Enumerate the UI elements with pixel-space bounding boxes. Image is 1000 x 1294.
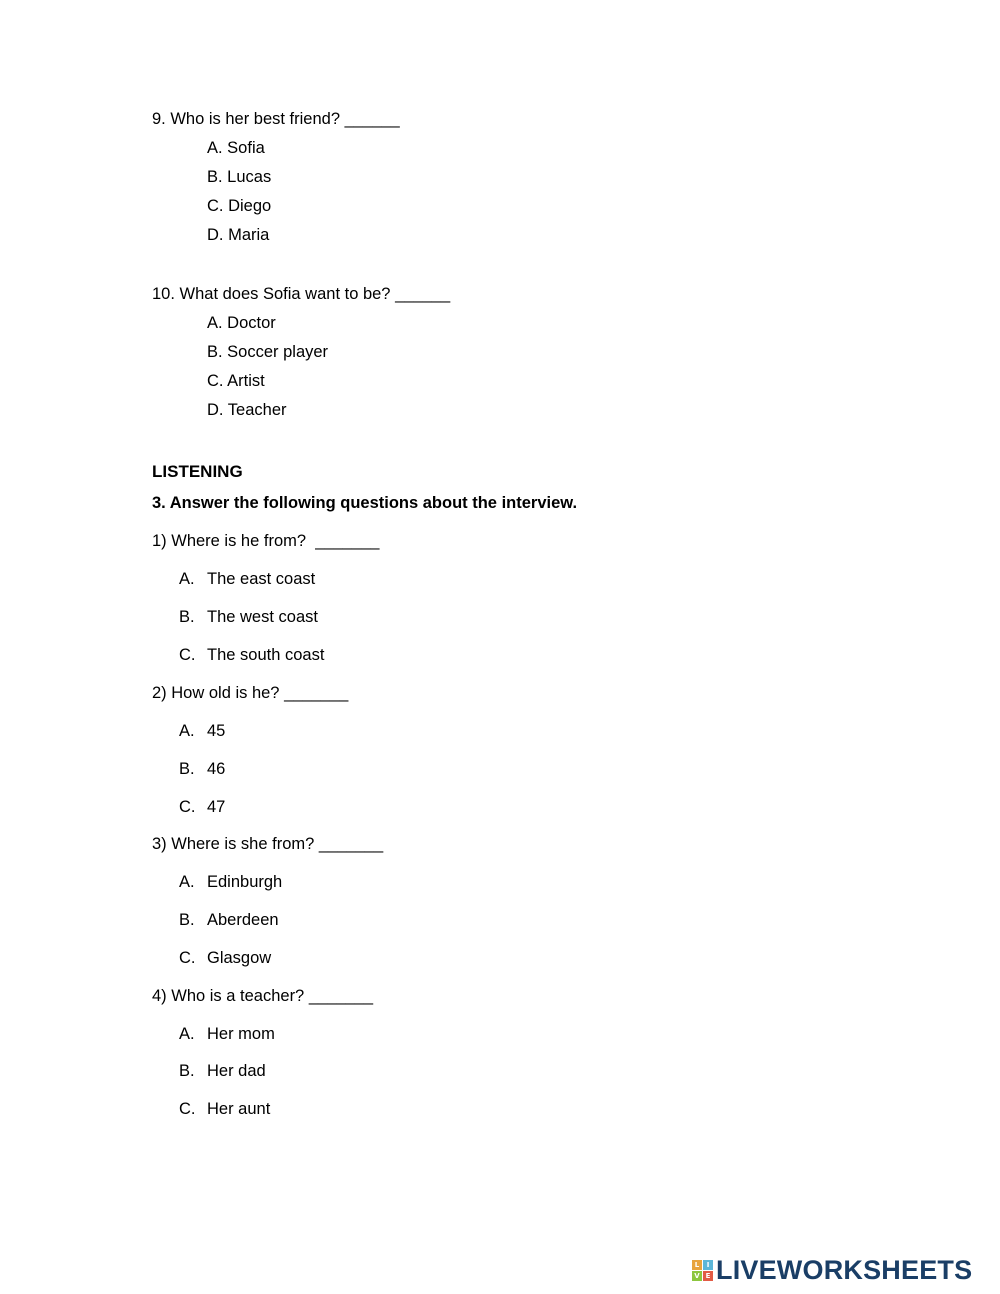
question-10: 10. What does Sofia want to be? ______	[152, 285, 451, 303]
liveworksheets-logo	[692, 1255, 972, 1285]
listening-q2-option-b-letter: B.	[179, 760, 195, 778]
listening-question-3: 3) Where is she from? _______	[152, 835, 384, 853]
listening-q1-option-b-text: The west coast	[207, 608, 318, 626]
question-9: 9. Who is her best friend? ______	[152, 110, 400, 128]
listening-question-2: 2) How old is he? _______	[152, 684, 349, 702]
listening-question-4: 4) Who is a teacher? _______	[152, 987, 374, 1005]
logo-block-e: E	[703, 1271, 713, 1281]
listening-question-1: 1) Where is he from? _______	[152, 532, 380, 550]
listening-q1-option-a-text: The east coast	[207, 570, 316, 588]
listening-q4-option-a-text: Her mom	[207, 1025, 275, 1043]
listening-q4-option-b-text: Her dad	[207, 1062, 266, 1080]
listening-q4-option-c-letter: C.	[179, 1100, 196, 1118]
listening-q1-option-c-letter: C.	[179, 646, 196, 664]
listening-q2-option-a-text: 45	[207, 722, 226, 740]
question-9-option-a: A. Sofia	[207, 139, 265, 157]
logo-block-l: L	[692, 1260, 702, 1270]
listening-q4-option-a-letter: A.	[179, 1025, 195, 1043]
listening-q3-option-c-text: Glasgow	[207, 949, 272, 967]
listening-q3-option-b-letter: B.	[179, 911, 195, 929]
listening-q2-option-c-text: 47	[207, 798, 226, 816]
listening-q4-option-b-letter: B.	[179, 1062, 195, 1080]
listening-q2-option-b-text: 46	[207, 760, 226, 778]
listening-q1-option-b-letter: B.	[179, 608, 195, 626]
question-9-option-d: D. Maria	[207, 226, 270, 244]
listening-q2-option-a-letter: A.	[179, 722, 195, 740]
question-10-option-b: B. Soccer player	[207, 343, 329, 361]
logo-block-i: I	[703, 1260, 713, 1270]
question-9-option-b: B. Lucas	[207, 168, 272, 186]
listening-heading: LISTENING	[152, 462, 243, 481]
logo-text: LIVEWORKSHEETS	[716, 1254, 973, 1285]
question-10-option-d: D. Teacher	[207, 401, 287, 419]
question-10-option-c: C. Artist	[207, 372, 265, 390]
logo-blocks-icon	[692, 1260, 713, 1281]
question-9-option-c: C. Diego	[207, 197, 272, 215]
listening-q1-option-a-letter: A.	[179, 570, 195, 588]
listening-q3-option-c-letter: C.	[179, 949, 196, 967]
listening-q1-option-c-text: The south coast	[207, 646, 325, 664]
listening-q3-option-b-text: Aberdeen	[207, 911, 279, 929]
question-10-option-a: A. Doctor	[207, 314, 276, 332]
listening-q3-option-a-text: Edinburgh	[207, 873, 283, 891]
listening-q2-option-c-letter: C.	[179, 798, 196, 816]
listening-q3-option-a-letter: A.	[179, 873, 195, 891]
listening-q4-option-c-text: Her aunt	[207, 1100, 271, 1118]
logo-block-v: V	[692, 1271, 702, 1281]
listening-instruction: 3. Answer the following questions about the interview.	[152, 494, 578, 512]
